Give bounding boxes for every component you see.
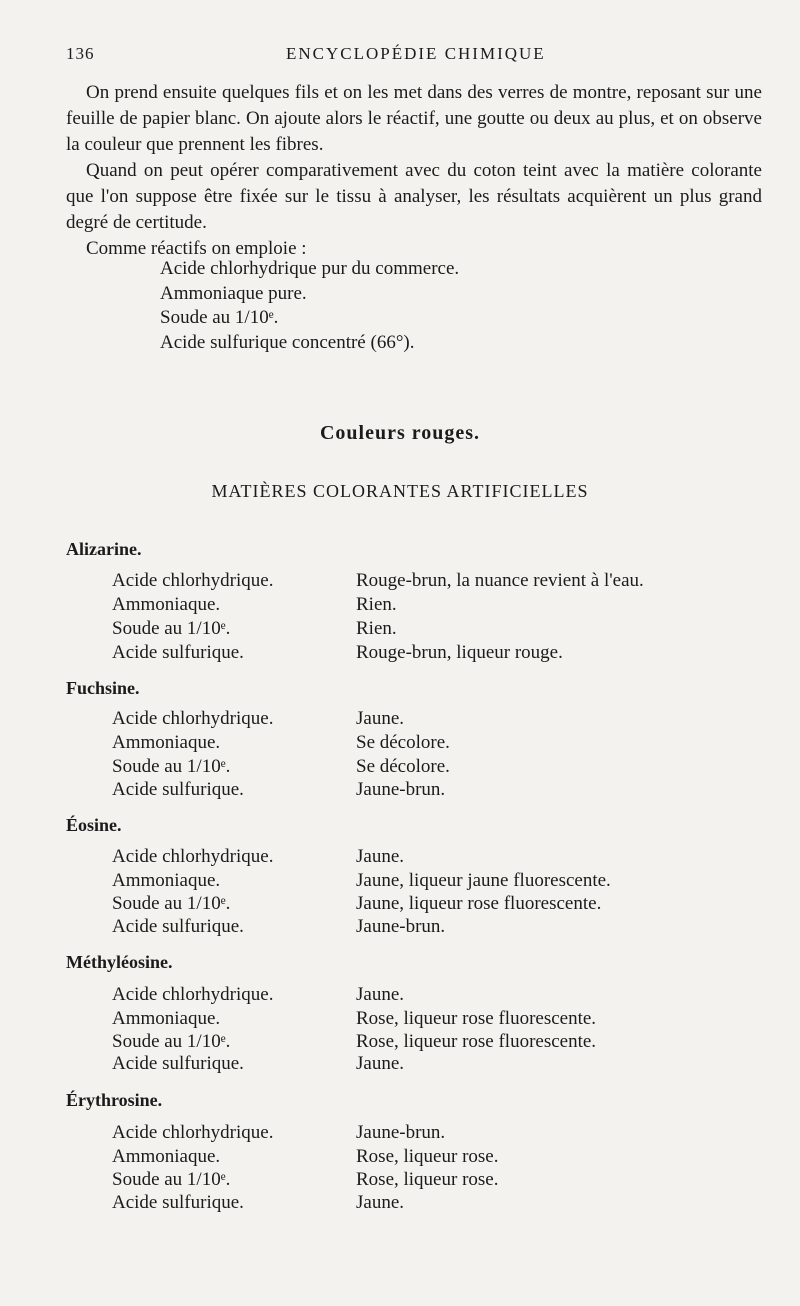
dye-name: Érythrosine.	[66, 1090, 163, 1110]
result-cell: Rien.	[356, 594, 397, 615]
reagents-list	[160, 257, 459, 355]
dye-name: Éosine.	[66, 815, 122, 835]
page-number: 136	[66, 44, 95, 63]
sub-heading: MATIÈRES COLORANTES ARTIFICIELLES	[211, 481, 589, 501]
reagent-cell: Acide chlorhydrique.	[112, 708, 274, 729]
reagent-cell: Acide sulfurique.	[112, 1053, 244, 1074]
result-cell: Rose, liqueur rose.	[356, 1146, 499, 1167]
reagent-item: Ammoniaque pure.	[160, 282, 307, 304]
result-cell: Se décolore.	[356, 732, 450, 753]
intro-text	[66, 80, 762, 262]
reagent-cell: Soude au 1/10ᵉ.	[112, 1169, 231, 1190]
result-cell: Jaune.	[356, 708, 405, 729]
reagent-cell: Acide chlorhydrique.	[112, 984, 274, 1005]
result-cell: Jaune-brun.	[356, 1122, 446, 1143]
intro-paragraph-2: Quand on peut opérer comparativement avec du coton teint avec la matière colorante que l'on suppose être fixée sur le tissu à analyser, les résultats acquièrent un plus grand degré de certitude.	[66, 160, 762, 233]
reagent-item: Acide chlorhydrique pur du commerce.	[160, 258, 460, 279]
reagent-cell: Acide chlorhydrique.	[112, 846, 274, 867]
reagent-cell: Ammoniaque.	[112, 732, 221, 753]
reagent-cell: Acide chlorhydrique.	[112, 1122, 274, 1143]
intro-paragraph-1: On prend ensuite quelques fils et on les met dans des verres de montre, reposant sur une feuille de papier blanc. On ajoute alors le réactif, une goutte ou deux au plus, et on observe la couleur que prennent les fibres.	[66, 82, 762, 155]
reagent-cell: Ammoniaque.	[112, 594, 221, 615]
reagents-intro: Comme réactifs on emploie :	[86, 238, 307, 259]
result-cell: Jaune-brun.	[356, 779, 446, 800]
result-cell: Rose, liqueur rose fluorescente.	[356, 1031, 597, 1052]
reagent-cell: Ammoniaque.	[112, 1146, 221, 1167]
result-cell: Rouge-brun, liqueur rouge.	[356, 642, 563, 663]
dye-name: Alizarine.	[66, 539, 142, 559]
reagent-cell: Acide sulfurique.	[112, 642, 244, 663]
reagent-cell: Soude au 1/10ᵉ.	[112, 1031, 231, 1052]
reagent-cell: Acide sulfurique.	[112, 916, 244, 937]
running-title: ENCYCLOPÉDIE CHIMIQUE	[286, 44, 546, 63]
dye-name: Fuchsine.	[66, 678, 140, 698]
result-cell: Jaune.	[356, 1053, 405, 1074]
reagent-cell: Soude au 1/10ᵉ.	[112, 893, 231, 914]
result-cell: Jaune.	[356, 846, 405, 867]
reagent-cell: Ammoniaque.	[112, 870, 221, 891]
reagent-cell: Ammoniaque.	[112, 1008, 221, 1029]
result-cell: Rose, liqueur rose fluorescente.	[356, 1008, 597, 1029]
reagent-cell: Acide sulfurique.	[112, 779, 244, 800]
reagent-item: Soude au 1/10ᵉ.	[160, 307, 279, 328]
result-cell: Rose, liqueur rose.	[356, 1169, 499, 1190]
result-cell: Rouge-brun, la nuance revient à l'eau.	[356, 570, 644, 591]
reagent-cell: Acide sulfurique.	[112, 1192, 244, 1213]
result-cell: Jaune, liqueur rose fluorescente.	[356, 893, 602, 914]
reagent-cell: Soude au 1/10ᵉ.	[112, 618, 231, 639]
result-cell: Jaune, liqueur jaune fluorescente.	[356, 870, 611, 891]
result-cell: Jaune-brun.	[356, 916, 446, 937]
dye-name: Méthyléosine.	[66, 952, 173, 972]
result-cell: Rien.	[356, 618, 397, 639]
page-header	[66, 44, 760, 68]
result-cell: Jaune.	[356, 1192, 405, 1213]
section-heading: Couleurs rouges.	[319, 422, 481, 444]
reagent-item: Acide sulfurique concentré (66°).	[160, 331, 415, 353]
result-cell: Se décolore.	[356, 756, 450, 777]
result-cell: Jaune.	[356, 984, 405, 1005]
reagent-cell: Soude au 1/10ᵉ.	[112, 756, 231, 777]
reagent-cell: Acide chlorhydrique.	[112, 570, 274, 591]
